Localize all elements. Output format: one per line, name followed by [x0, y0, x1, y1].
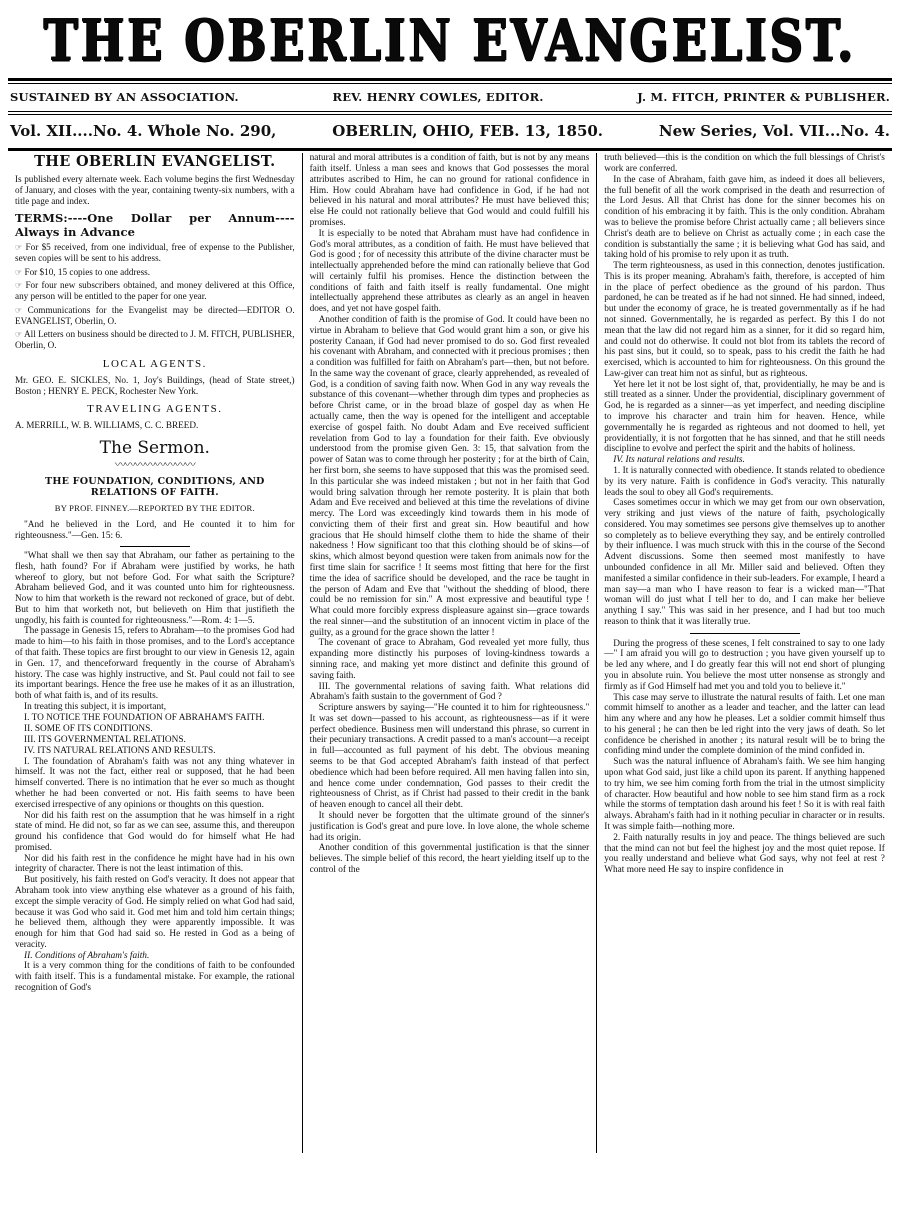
paragraph: Scripture answers by saying—"He counted it to him for righteousness." It was set down—passed to his account, as righteousness—as if it were perfect obedience. Business men will understand this phrase, so current in their pecuniary transactions. A credit passed to a man's account—a receipt in full—accounted as full payment of his debt. The obvious meaning seems to be that God accepted Abraham's faith instead of that perfect obedience which had been before required. All men having fallen into sin, and hence come under condemnation, God passes to their credit the righteousness of Christ, as if Christ had passed to their credit in the bank of heaven enough to cancel all their debt. — [309, 703, 590, 811]
pointing-hand-icon: ☞ — [15, 281, 23, 291]
divider-rule — [120, 546, 190, 547]
subheading: III. The governmental relations of saving faith. What relations did Abraham's faith sustain to the government of God ? — [309, 681, 590, 703]
paragraph: Yet here let it not be lost sight of, that, providentially, he may be and is still treated as a sinner. Under the providential, disciplinary government of God, he is regarded as a sinner—as yet imperfect, and needing discipline to improve his character and train him for heaven. Hence, while governmentally he is regarded as righteous and not doomed to hell, yet providentially, it is not forgotten that he has sinned, and that he still needs discipline to evolve and perfect the spirit and the habits of holiness. — [604, 379, 885, 455]
volume-number: Vol. XII....No. 4. Whole No. 290, — [10, 122, 277, 141]
paragraph: natural and moral attributes is a condition of faith, but is not by any means faith itself. Unless a man sees and knows that God possesses the moral attributes ascribed to Him, he can no ground for rational confidence in Him. How could Abraham have had confidence in God, if he had not believed in his natural and moral attributes? He must have believed this; else He could not rationally believe that God would and could fulfill his promises. — [309, 153, 590, 228]
local-agents-heading: LOCAL AGENTS. — [102, 357, 207, 370]
column-one — [8, 153, 303, 1153]
paragraph: Another condition of faith is the promise of God. It could have been no virtue in Abraham to believe that God would grant him a son, or give his posterity Canaan, if God had never promised to do so. God first revealed his covenant with Abraham, and connected with it precious promises ; then a condition was fulfilled for faith on Abraham's part—then, but not before. In the same way the covenant of grace, clearly apprehended, as revealed of God, is a condition of saving faith now. When God in any way reveals the substance of this covenant—whether through dim types and prophecies as before Christ came, or in the broad blaze of gospel day as when He actually came, then the way is opened for the intelligent and acceptable exercise of gospel faith. No doubt Adam and Eve received sufficient revelation from God to lay a foundation for their faith. Eve obviously understood from the promise given Gen. 3: 15, that salvation from the power of Satan was to come through her posterity ; for at the birth of Cain, her first born, she seems to have supposed that this was the promised seed. In this particular she was indeed mistaken ; but not in her faith that God would bring salvation through her remote posterity. It is plain that both Adam and Eve received and believed at this time the revelations of divine mercy. The Lord was exceedingly kind towards them in his mode of convicting them of their first and great sin. How beautiful and how gracious that He should himself clothe them to hide the shame of their nakedness ! How significant too that this clothing should be of skins—of skins, which almost beyond question were taken from animals now for the first time slain for sacrifice ! It seems most fitting that here for the first time the idea of sacrifice should be developed, and the race be taught in the person of Adam and Eve that "without the shedding of blood, there could be no remission for sin." A most expressive and beautiful type ! What could more forcibly express displeasure against sin—grace towards the real sinner—and the substitution of an innocent victim in place of the guilty, as a ground for the grace shown the latter ! — [309, 315, 590, 638]
credit-publisher: J. M. FITCH, PRINTER & PUBLISHER. — [637, 90, 890, 105]
paragraph: In the case of Abraham, faith gave him, as indeed it does all believers, the full benefit of all the work comprised in the death and resurrection of the Lord Jesus. All that Christ has done for the sinner becomes his on condition of his embracing it by faith. This is the only condition. Abraham was to believe the promise before Christ actually came ; all believers since Christ's death are to believe on Christ as actually come ; in each case the condition is substantially the same ; it is believing what God has said, and taking hold of his promise to rely upon it as truth. — [604, 174, 885, 261]
terms-text: For four new subscribers obtained, and money delivered at this Office, any person will be entitled to the paper for one year. — [15, 280, 295, 302]
terms-text: For $5 received, from one individual, free of expense to the Publisher, seven copies will be sent to his address. — [15, 242, 295, 263]
terms-item — [15, 280, 295, 302]
traveling-agents-list: A. MERRILL, W. B. WILLIAMS, C. C. BREED. — [15, 420, 199, 431]
outline-item-4: IV. ITS NATURAL RELATIONS AND RESULTS. — [24, 745, 216, 756]
paragraph: Another condition of this governmental justification is that the sinner believes. The simple belief of this record, the heart yielding itself up to the control of the — [309, 843, 590, 875]
paragraph: The covenant of grace to Abraham, God revealed yet more fully, thus expanding more distinctly his purposes of loving-kindness towards a sinning race, and making yet more distinct and definite this ground of saving faith. — [309, 638, 590, 681]
paragraph: In treating this subject, it is important, — [24, 701, 167, 712]
paragraph: "What shall we then say that Abraham, our father as pertaining to the flesh, hath found? For if Abraham were justified by works, he hath whereof to glory, but not before God. For what saith the Scripture? Abraham believed God, and it was counted unto him for righteousness. Now to him that worketh is the reward not reckoned of grace, but of debt. But to him that worketh not, but believeth on Him that justifieth the ungodly, his faith is counted for righteousness."—Rom. 4: 1—5. — [15, 551, 295, 626]
terms-item — [15, 242, 295, 264]
traveling-agents-heading: TRAVELING AGENTS. — [87, 403, 223, 416]
paragraph: It is especially to be noted that Abraham must have had confidence in God's moral attributes, as a condition of faith. He must have believed that God is good ; for of necessity this attribute of the divine character must be intellectually apprehended before the mind can rationally believe that God will certainly fulfil his promises. Hence the distinction between the conditions of faith and faith itself is really fundamental. One might intellectually apprehend these attributes as clearly as an angel in heaven does, and yet not have gospel faith. — [309, 228, 590, 315]
column-three — [597, 153, 892, 1153]
credits-row — [0, 84, 900, 109]
paragraph: But positively, his faith rested on God's veracity. It does not appear that Abraham took into view anything else whatever as a ground of his faith, except the simple veracity of God. He simply relied on what God had said, because it was God who said it. God met him and told him certain things; he believed them, although they were apparently impossible. It was enough for him that God had said so. He rested in God as a being of veracity. — [15, 875, 295, 950]
terms-item — [15, 329, 295, 351]
credit-association: SUSTAINED BY AN ASSOCIATION. — [10, 90, 239, 105]
sermon-section-label: The Sermon. — [99, 438, 210, 459]
pointing-hand-icon: ☞ — [15, 330, 23, 340]
paragraph: The term righteousness, as used in this connection, denotes justification. This is its proper meaning. Abraham's faith, therefore, is accepted of him in the place of perfect obedience as the ground of his pardon. Thus pardoned, he can be treated as if he had not sinned. He had sinned, indeed, but under the economy of grace, he is treated governmentally as if he had not sinned. Governmentally, he is regarded as perfect. By this I do not mean that the law did not regard him as a sinner, for it did so regard him, and could not do otherwise. It could not blot from its tablets the record of his past sins, but it could, so to speak, pass to his credit the faith he had exercised, which is accounted to him for righteousness. On this ground the Law-giver can treat him not as sinful, but as righteous. — [604, 261, 885, 379]
paragraph: Cases sometimes occur in which we may get from our own observation, very striking and just views of the nature of faith, psychologically considered. You may sometimes see persons give themselves up to another so completely as to believe everything they say, and be entirely controlled by their influence. I was much struck with this in the course of the Second Advent discussions. Some then seemed most manifestly to have unbounded confidence in all Mr. Miller said and believed. Often they manifested a similar confidence in their sub-leaders. For example, I heard a man say—a man who I have reason to fear is a wicked man—"That woman will do just what I tell her to do, and I can make her believe anything I say." This was said in her presence, and I had but too much reason to think that it was literally true. — [604, 498, 885, 627]
paragraph: The passage in Genesis 15, refers to Abraham—to the promises God had made to him—to his faith in those promises, and to the Lord's acceptance of that faith. These topics are first brought to our view in Genesis 12, again in Gen. 17, and thenceforward frequently in the course of Abraham's history. The case was highly instructive, and St. Paul could not fail to see its important bearings. Hence the free use he makes of it as an illustration, both of what faith is, and of its results. — [15, 626, 295, 702]
pointing-hand-icon: ☞ — [15, 243, 23, 253]
paragraph: It is a very common thing for the conditions of faith to be confounded with faith itself. This is a fundamental mistake. For example, the rational recognition of God's — [15, 961, 295, 993]
credit-editor: REV. HENRY COWLES, EDITOR. — [332, 90, 544, 105]
divider-rule — [690, 633, 800, 634]
decorative-squiggle: 〰〰〰〰〰〰〰〰 — [114, 458, 195, 471]
paragraph: Nor did his faith rest in the confidence he might have had in his own integrity of character. There is not the least intimation of this. — [15, 853, 295, 875]
paragraph: I. The foundation of Abraham's faith was not any thing whatever in himself. It was not the fact, either real or supposed, that he had been himself converted. There is no intimation that he ever so much as thought whether he had been converted or not. His faith seems to have been exercised irrespective of any opinions or thoughts on this question. — [15, 756, 295, 810]
subheading: IV. Its natural relations and results. — [613, 455, 745, 466]
paragraph: 1. It is naturally connected with obedience. It stands related to obedience by its very nature. Faith is confidence in God's veracity. This naturally leads the soul to obey all God's requirements. — [604, 465, 885, 498]
outline-item-2: II. SOME OF ITS CONDITIONS. — [24, 723, 153, 734]
new-series-number: New Series, Vol. VII...No. 4. — [658, 122, 890, 141]
paragraph: During the progress of these scenes, I felt constrained to say to one lady—" I am afraid you will go to destruction ; you have given yourself up to be led any where, and I do greatly fear this will not end short of plunging you in absolute ruin. You believe the most utter nonsense as strongly and firmly as if God Himself had met you and told you to believe it." — [604, 638, 885, 692]
outline-item-3: III. ITS GOVERNMENTAL RELATIONS. — [24, 734, 186, 745]
volume-row — [0, 115, 900, 148]
paragraph: Nor did his faith rest on the assumption that he was himself in a right state of mind. He did not, so far as we can see, assume this, and thereupon ground his confidence that God would do for himself what He had promised. — [15, 810, 295, 853]
paragraph: It should never be forgotten that the ultimate ground of the sinner's justification is God's great and pure love. In love alone, the whole scheme had its origin. — [309, 810, 590, 843]
publication-blurb: Is published every alternate week. Each volume begins the first Wednesday of January, and closes with the year, containing twenty-six numbers, with a title page and index. — [15, 174, 295, 206]
column-two — [303, 153, 598, 1153]
terms-heading: TERMS:----One Dollar per Annum----Always in Advance — [15, 211, 295, 239]
volume-rule-thick — [8, 148, 892, 151]
scripture-epigraph: "And he believed in the Lord, and He counted it to him for righteousness."—Gen. 15: 6. — [15, 520, 295, 542]
paper-name-heading: THE OBERLIN EVANGELIST. — [34, 153, 276, 171]
subheading: II. Conditions of Abraham's faith. — [24, 950, 150, 961]
newspaper-title: THE OBERLIN EVANGELIST. — [43, 6, 857, 74]
outline-item-1: I. TO NOTICE THE FOUNDATION OF ABRAHAM'S FAITH. — [24, 712, 265, 723]
issue-place-date: OBERLIN, OHIO, FEB. 13, 1850. — [332, 122, 604, 141]
terms-text: All Letters on business should be directed to J. M. FITCH, PUBLISHER, Oberlin, O. — [15, 329, 295, 351]
terms-text: For $10, 15 copies to one address. — [24, 266, 151, 277]
masthead-rule-thick — [8, 78, 892, 81]
terms-item — [15, 267, 295, 278]
terms-item — [15, 305, 295, 327]
pointing-hand-icon: ☞ — [15, 267, 23, 277]
paragraph: truth believed—this is the condition on which the full blessings of Christ's work are conferred. — [604, 153, 885, 175]
sermon-title: THE FOUNDATION, CONDITIONS, AND RELATIONS OF FAITH. — [45, 475, 265, 499]
sermon-byline: BY PROF. FINNEY.—REPORTED BY THE EDITOR. — [54, 503, 255, 514]
paragraph: 2. Faith naturally results in joy and peace. The things believed are such that the mind can not but feel the highest joy and the most quiet repose. If you really understand and believe what God says, why not feel at rest ? What more need He say to inspire confidence in — [604, 832, 885, 876]
masthead — [0, 0, 900, 74]
paragraph: Such was the natural influence of Abraham's faith. We see him hanging upon what God said, just like a child upon its parent. If anything happened to try him, we see him coming forth from the trial in the utmost simplicity of character. How beautiful and how noble to see him stand firm as a rock while the storms of temptation dash around his feet ! So it is with real faith always. Abraham's faith had in it nothing peculiar in character or in results. It was simple faith—nothing more. — [604, 757, 885, 832]
article-columns — [0, 153, 900, 1153]
terms-text: Communications for the Evangelist may be directed—EDITOR O. EVANGELIST, Oberlin, O. — [15, 304, 295, 326]
credits-rule-1 — [8, 111, 892, 112]
pointing-hand-icon: ☞ — [15, 305, 23, 315]
local-agents-list: Mr. GEO. E. SICKLES, No. 1, Joy's Buildings, (head of State street,) Boston ; HENRY E. PECK, Rochester New York. — [15, 374, 295, 396]
paragraph: This case may serve to illustrate the natural results of faith. Let one man commit himself to another as a leader and teacher, and the latter can lead him any where and any how he pleases. Let a soldier commit himself thus to his general ; he can then be led right into the very jaws of death. So let confidence be cherished in another ; its natural result will be to bring the confiding mind under the complete dominion of the mind confided in. — [604, 692, 885, 757]
